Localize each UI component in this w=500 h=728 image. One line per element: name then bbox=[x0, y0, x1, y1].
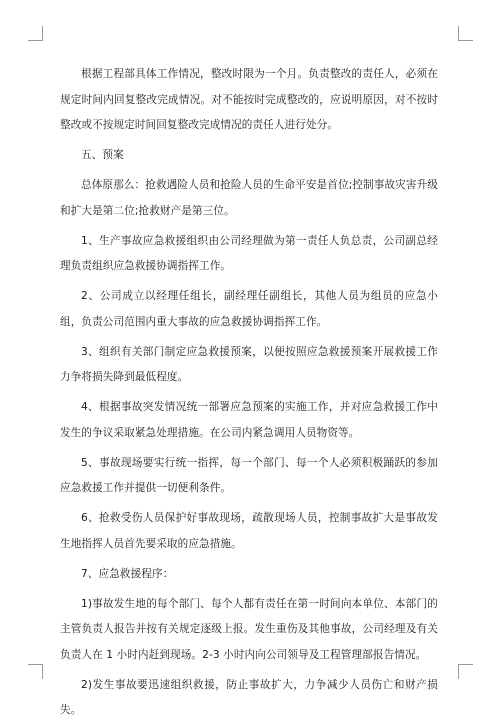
paragraph-rectification: 根据工程部具体工作情况，整改时限为一个月。负责整改的责任人，必须在规定时间内回复整改完成情况。对不能按时完成整改的，应说明原因，对不按时整改或不按规定时间回复整改完成情况的责任人进行处分。 bbox=[60, 68, 438, 131]
paragraph-general-principle: 总体原那么：抢救遇险人员和抢险人员的生命平安是首位;控制事故灾害升级和扩大是第二位;抢救财产是第三位。 bbox=[60, 179, 438, 217]
paragraph-item-7-heading: 7、应急救援程序： bbox=[81, 567, 174, 580]
paragraph-procedure-2: 2)发生事故要迅速组织救援，防止事故扩大，力争减少人员伤亡和财产损失。 bbox=[60, 678, 438, 716]
paragraph-item-5: 5、事故现场要实行统一指挥，每一个部门、每一个人必须积极踊跃的参加应急救援工作并提供一切便利条件。 bbox=[60, 456, 438, 494]
paragraph-item-1: 1、生产事故应急救援组织由公司经理做为第一责任人负总责，公司副总经理负责组织应急救援协调指挥工作。 bbox=[60, 234, 438, 272]
crop-mark-bottom-left bbox=[28, 664, 43, 679]
paragraph-procedure-1: 1)事故发生地的每个部门、每个人都有责任在第一时间向本单位、本部门的主管负责人报告并按有关规定逐级上报。发生重伤及其他事故，公司经理及有关负责人在 1 小时内赶到现场。2-3 小时内向公司领导及工程管理部报告情况。 bbox=[60, 597, 438, 661]
document-body bbox=[60, 62, 438, 728]
crop-mark-top-left bbox=[28, 26, 43, 41]
section-heading-plan: 五、预案 bbox=[81, 149, 124, 161]
paragraph-item-4: 4、根据事故突发情况统一部署应急预案的实施工作，并对应急救援工作中发生的争议采取紧急处理措施。在公司内紧急调用人员物资等。 bbox=[60, 401, 438, 439]
paragraph-item-2: 2、公司成立以经理任组长，副经理任副组长，其他人员为组员的应急小组，负责公司范围内重大事故的应急救援协调指挥工作。 bbox=[60, 290, 438, 328]
crop-mark-bottom-right bbox=[458, 664, 473, 679]
crop-mark-top-right bbox=[458, 26, 473, 41]
paragraph-item-3: 3、组织有关部门制定应急救援预案，以便按照应急救援预案开展救援工作力争将损失降到最低程度。 bbox=[60, 345, 438, 383]
paragraph-item-6: 6、抢救受伤人员保护好事故现场，疏散现场人员，控制事故扩大是事故发生地指挥人员首先要采取的应急措施。 bbox=[60, 512, 438, 550]
